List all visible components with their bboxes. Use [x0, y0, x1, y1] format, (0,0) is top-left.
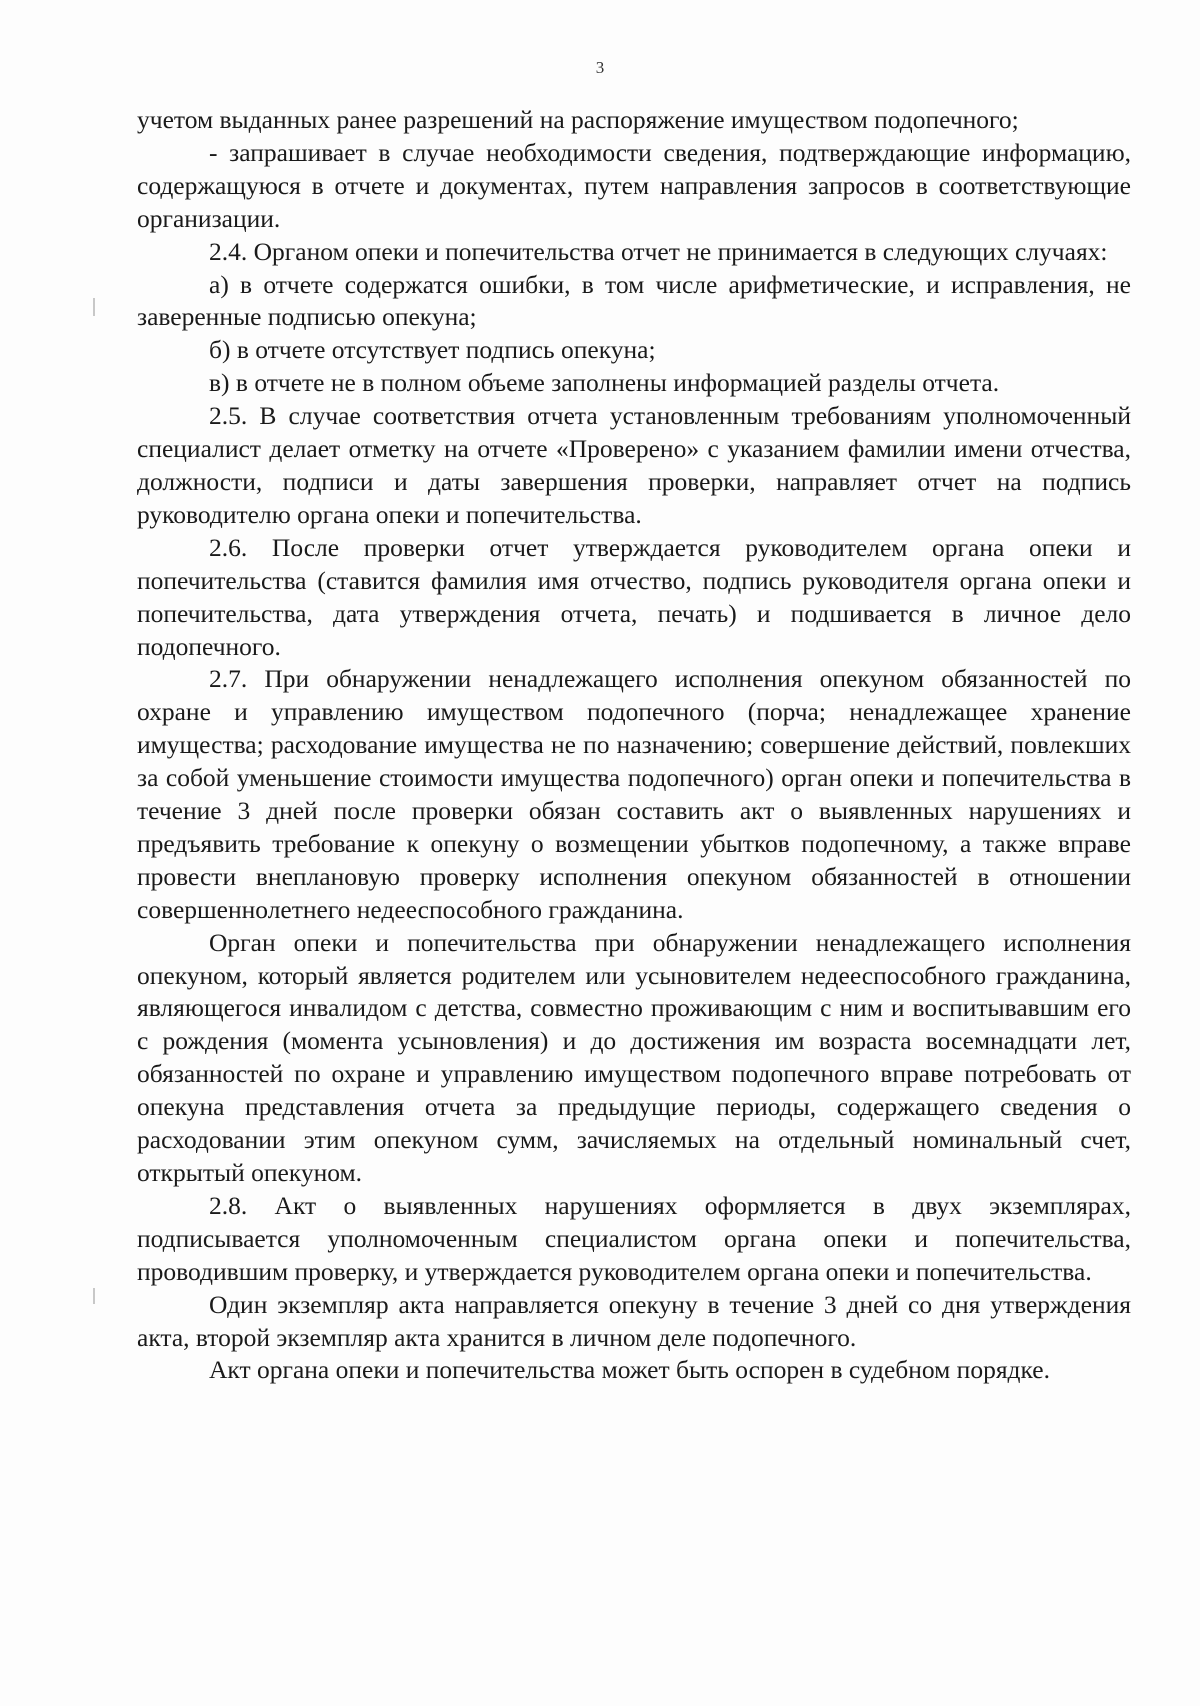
paragraph-act-appeal: Акт органа опеки и попечительства может быть оспорен в судебном порядке.: [209, 1355, 1050, 1385]
paragraph-2-8: 2.8. Акт о выявленных нарушениях оформляется в двух экземплярах, подписывается уполномоченным специалистом органа опеки и попечительства, проводившим проверку, и утверждается руководителем органа опеки и попечительства.: [137, 1190, 1131, 1286]
paragraph-2-6: 2.6. После проверки отчет утверждается руководителем органа опеки и попечительства (ставится фамилия имя отчество, подпись руководителя органа опеки и попечительства, дата утверждения отчета, печать) и подшивается в личное дело подопечного.: [137, 532, 1131, 661]
scan-mark: [93, 1288, 95, 1304]
paragraph-item-v: в) в отчете не в полном объеме заполнены информацией разделы отчета.: [209, 368, 1000, 398]
paragraph-item-b: б) в отчете отсутствует подпись опекуна;: [209, 335, 656, 365]
paragraph-2-7: 2.7. При обнаружении ненадлежащего исполнения опекуном обязанностей по охране и управлению имуществом подопечного (порча; ненадлежащее хранение имущества; расходование имущества не по назначению; совершение действий, повлекших за собой уменьшение стоимости имущества подопечного) орган опеки и попечительства в течение 3 дней после проверки обязан составить акт о выявленных нарушениях и предъявить требование к опекуну о возмещении убытков подопечному, а также вправе провести внеплановую проверку исполнения опекуном обязанностей в отношении совершеннолетнего недееспособного гражданина.: [137, 664, 1131, 924]
paragraph-2-4: 2.4. Органом опеки и попечительства отчет не принимается в следующих случаях:: [209, 236, 1108, 266]
paragraph-continuation: учетом выданных ранее разрешений на распоряжение имуществом подопечного;: [137, 105, 1019, 134]
paragraph-list-item: - запрашивает в случае необходимости сведения, подтверждающие информацию, содержащуюся в отчете и документах, путем направления запросов в соответствующие организации.: [137, 137, 1131, 233]
paragraph-item-a: а) в отчете содержатся ошибки, в том числе арифметические, и исправления, не заверенные подписью опекуна;: [137, 269, 1131, 332]
paragraph-2-5: 2.5. В случае соответствия отчета установленным требованиям уполномоченный специалист делает отметку на отчете «Проверено» с указанием фамилии имени отчества, должности, подписи и даты завершения проверки, направляет отчет на подпись руководителю органа опеки и попечительства.: [137, 401, 1131, 529]
scan-mark: [93, 298, 95, 316]
paragraph-act-copies: Один экземпляр акта направляется опекуну в течение 3 дней со дня утверждения акта, второй экземпляр акта хранится в личном деле подопечного.: [137, 1289, 1131, 1352]
document-body: [137, 104, 1131, 1387]
paragraph-2-7-continued: Орган опеки и попечительства при обнаружении ненадлежащего исполнения опекуном, который является родителем или усыновителем недееспособного гражданина, являющегося инвалидом с детства, совместно проживающим с ним и воспитывавшим его с рождения (момента усыновления) и до достижения им возраста восемнадцати лет, обязанностей по охране и управлению имуществом подопечного вправе потребовать от опекуна представления отчета за предыдущие периоды, содержащего сведения о расходовании этим опекуном сумм, зачисляемых на отдельный номинальный счет, открытый опекуном.: [137, 927, 1131, 1187]
page-number: 3: [595, 58, 605, 77]
